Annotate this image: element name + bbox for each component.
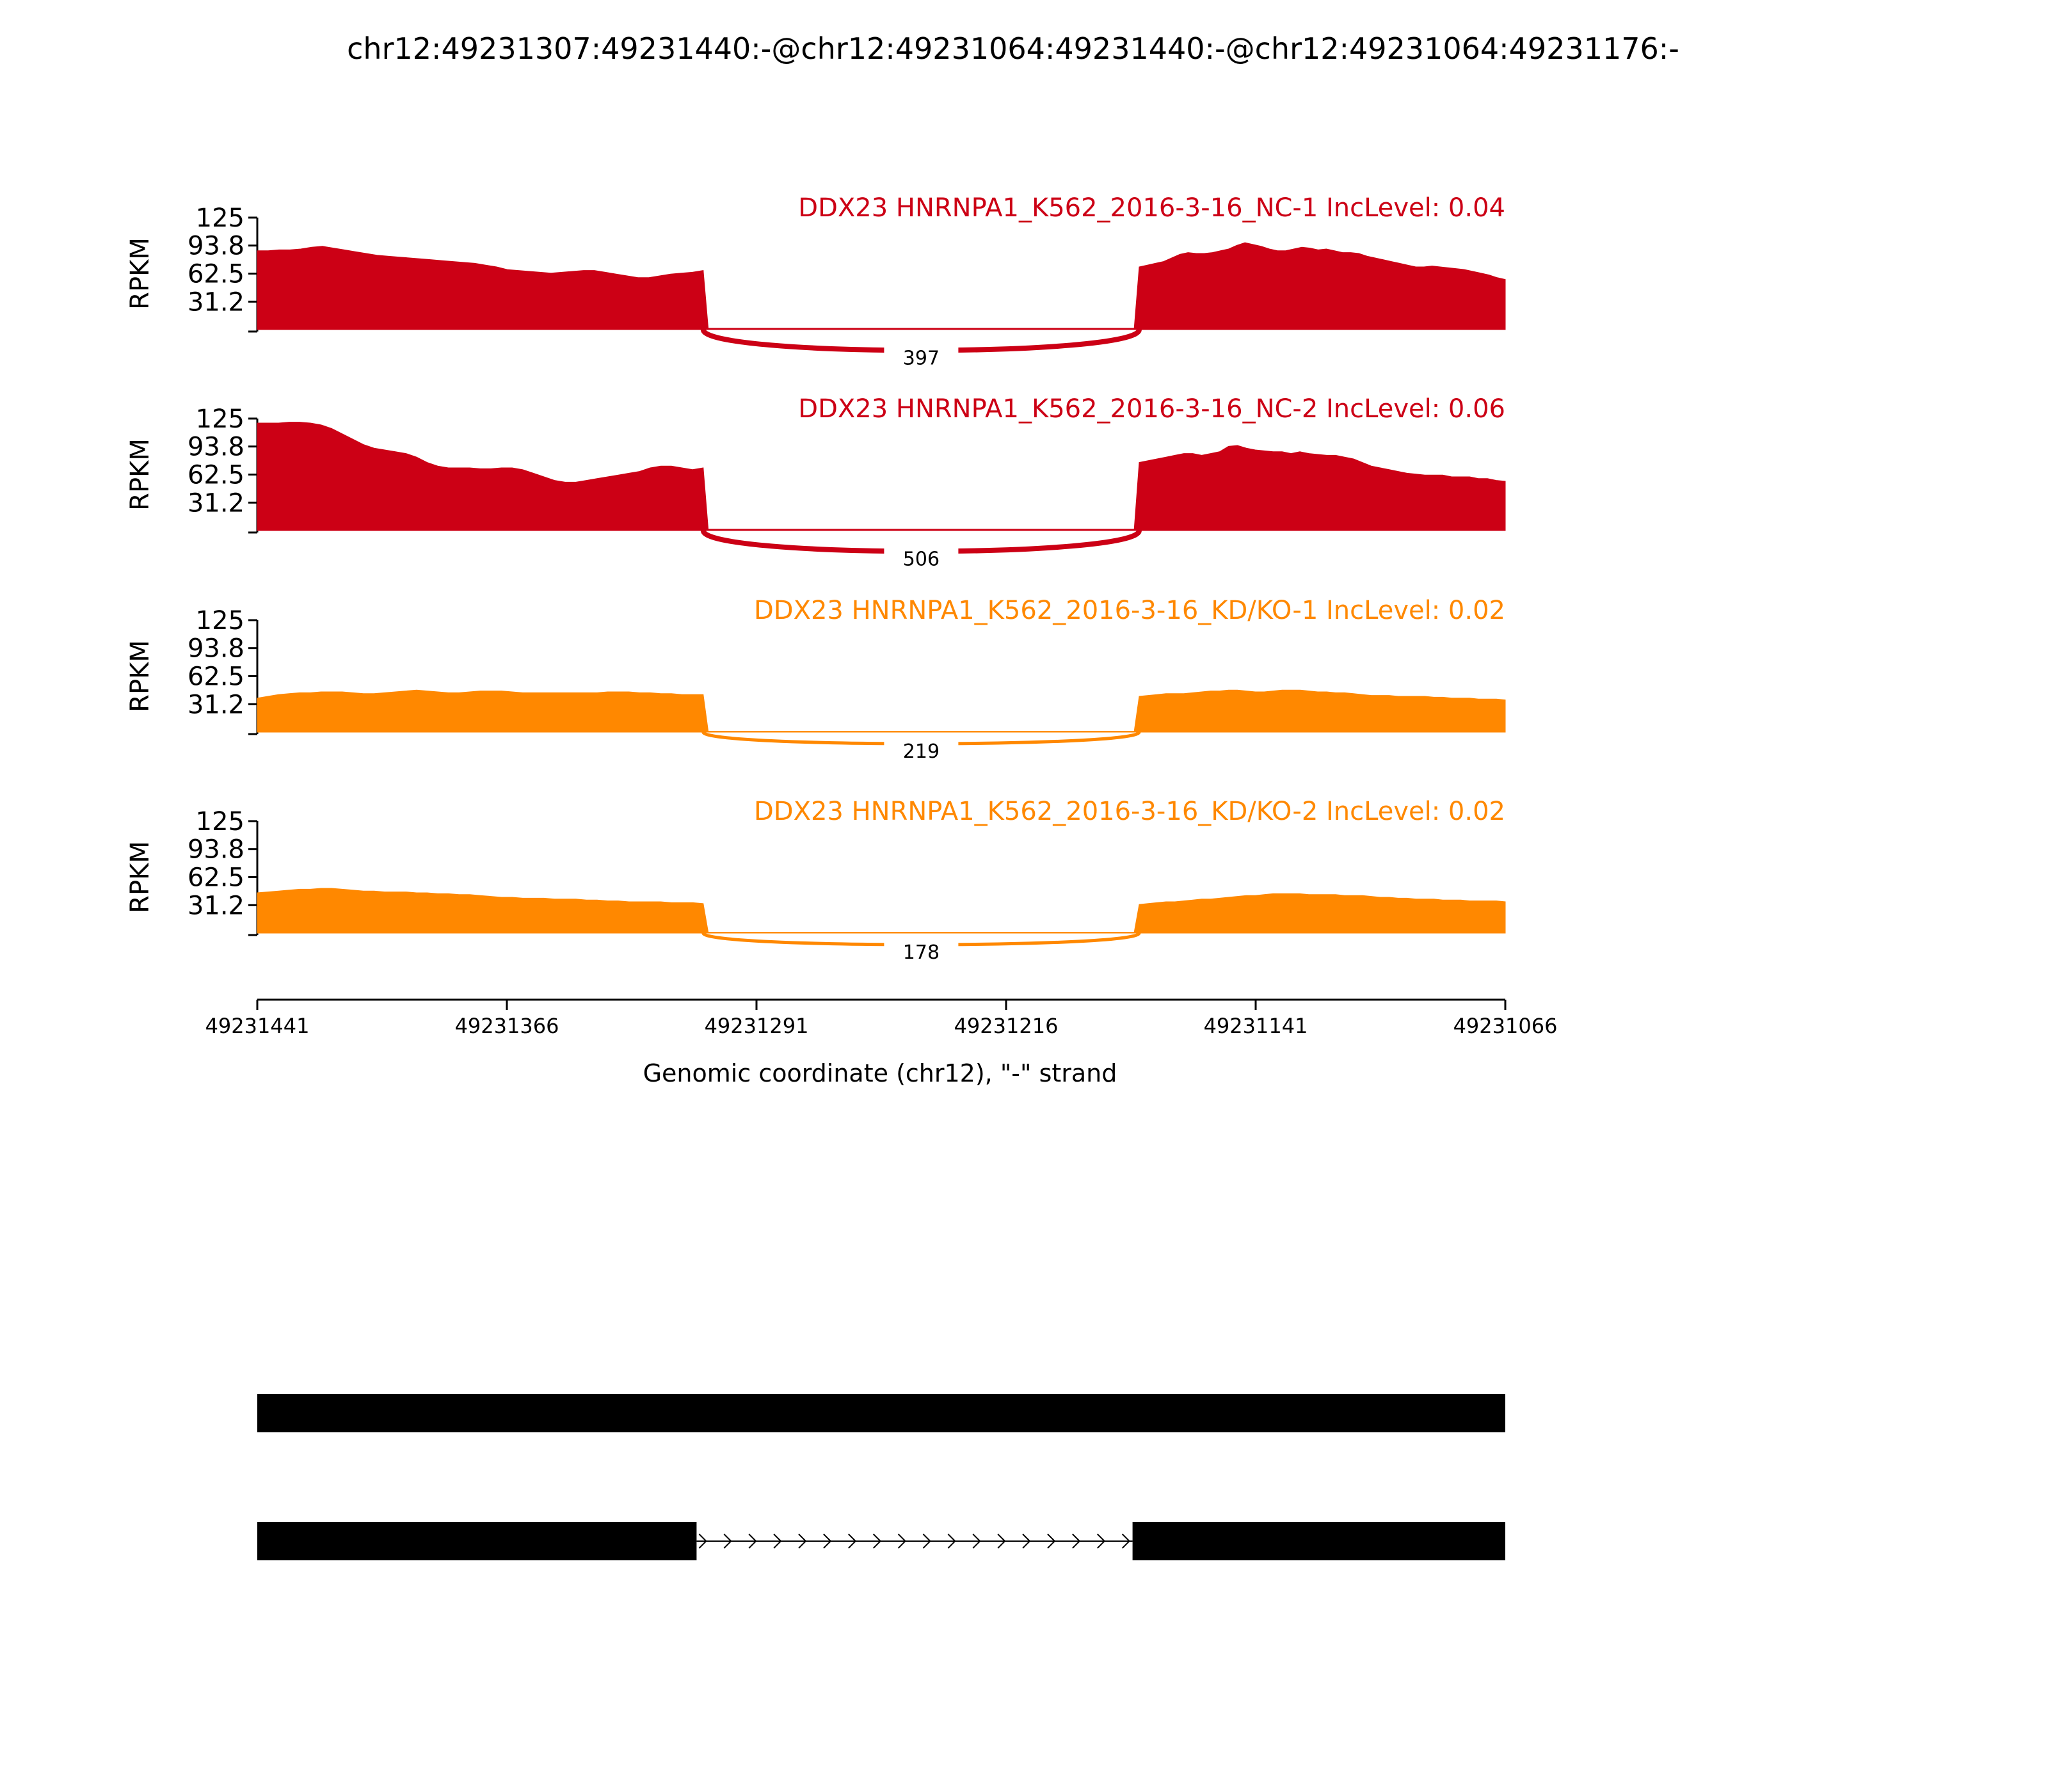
y-tick-label: 93.8 bbox=[187, 432, 244, 462]
y-axis-label: RPKM bbox=[125, 841, 155, 913]
junction-count-label: 219 bbox=[902, 740, 940, 763]
x-axis-label: Genomic coordinate (chr12), "-" strand bbox=[643, 1059, 1117, 1087]
y-tick-label: 62.5 bbox=[187, 863, 244, 893]
y-axis-label: RPKM bbox=[125, 438, 155, 511]
y-tick-label: 31.2 bbox=[187, 287, 244, 317]
exon-block bbox=[1133, 1522, 1505, 1560]
y-tick-label: 62.5 bbox=[187, 259, 244, 289]
y-tick-label: 62.5 bbox=[187, 460, 244, 490]
y-axis-label: RPKM bbox=[125, 237, 155, 310]
y-tick-label: 93.8 bbox=[187, 634, 244, 664]
y-axis-label: RPKM bbox=[125, 640, 155, 712]
y-tick-label: 93.8 bbox=[187, 231, 244, 261]
junction-count-label: 506 bbox=[902, 548, 940, 571]
exon-block bbox=[257, 1394, 1505, 1432]
sample-label: DDX23 HNRNPA1_K562_2016-3-16_NC-2 IncLevel: 0.06 bbox=[798, 394, 1505, 424]
figure-title: chr12:49231307:49231440:-@chr12:49231064:49231440:-@chr12:49231064:49231176:- bbox=[347, 31, 1679, 66]
y-tick-label: 125 bbox=[195, 807, 244, 836]
y-tick-label: 93.8 bbox=[187, 835, 244, 865]
y-tick-label: 125 bbox=[195, 404, 244, 434]
y-tick-label: 31.2 bbox=[187, 690, 244, 720]
sample-label: DDX23 HNRNPA1_K562_2016-3-16_KD/KO-1 IncLevel: 0.02 bbox=[753, 596, 1505, 625]
sample-label: DDX23 HNRNPA1_K562_2016-3-16_NC-1 IncLevel: 0.04 bbox=[798, 193, 1505, 223]
y-tick-label: 62.5 bbox=[187, 662, 244, 692]
x-tick-label: 49231441 bbox=[205, 1014, 310, 1038]
x-tick-label: 49231366 bbox=[454, 1014, 559, 1038]
x-tick-label: 49231291 bbox=[704, 1014, 809, 1038]
sample-label: DDX23 HNRNPA1_K562_2016-3-16_KD/KO-2 IncLevel: 0.02 bbox=[753, 797, 1505, 826]
junction-count-label: 178 bbox=[902, 941, 940, 964]
x-tick-label: 49231216 bbox=[954, 1014, 1059, 1038]
exon-block bbox=[257, 1522, 696, 1560]
isoform-1 bbox=[257, 1394, 1505, 1432]
y-tick-label: 125 bbox=[195, 606, 244, 636]
junction-count-label: 397 bbox=[902, 347, 940, 370]
x-tick-label: 49231141 bbox=[1203, 1014, 1308, 1038]
y-tick-label: 31.2 bbox=[187, 488, 244, 518]
y-tick-label: 125 bbox=[195, 204, 244, 233]
y-tick-label: 31.2 bbox=[187, 891, 244, 921]
x-tick-label: 49231066 bbox=[1453, 1014, 1558, 1038]
